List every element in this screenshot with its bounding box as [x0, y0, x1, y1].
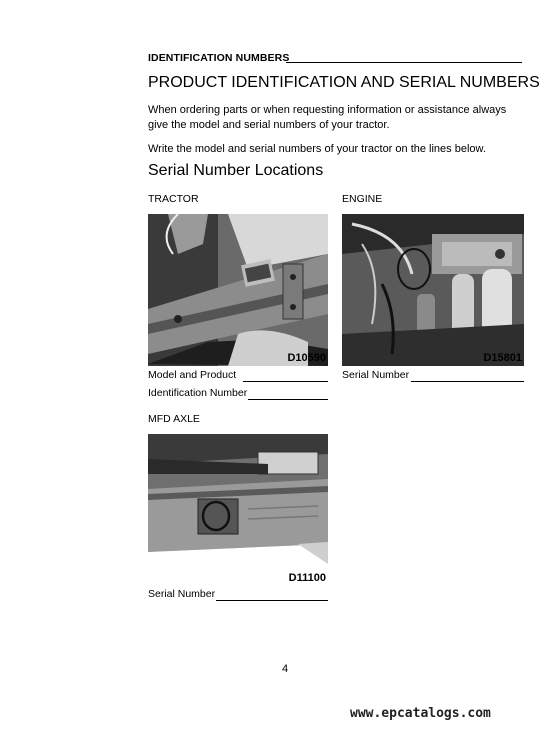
engine-photo	[342, 214, 524, 366]
axle-figure-id: D11100	[288, 572, 326, 584]
page-number: 4	[281, 663, 289, 675]
engine-figure-id: D15801	[483, 352, 522, 364]
axle-photo	[148, 434, 328, 586]
tractor-label: TRACTOR	[148, 193, 199, 205]
tractor-id-blank-line	[248, 399, 328, 400]
tractor-model-blank-line	[243, 381, 328, 382]
engine-field-label: Serial Number	[342, 369, 410, 381]
intro-paragraph-1: When ordering parts or when requesting information or assistance always give the model and serial numbers of your tractor.	[148, 104, 507, 131]
page-title: PRODUCT IDENTIFICATION AND SERIAL NUMBERS	[148, 74, 540, 91]
axle-label: MFD AXLE	[148, 413, 200, 425]
section-header: IDENTIFICATION NUMBERS	[148, 52, 290, 64]
tractor-field-label-line1: Model and Product	[148, 369, 237, 381]
engine-serial-blank-line	[411, 381, 524, 382]
tractor-field-label-line2: Identification Number	[148, 387, 248, 399]
serial-locations-heading: Serial Number Locations	[148, 162, 324, 179]
section-header-rule	[286, 62, 522, 63]
axle-serial-blank-line	[216, 600, 328, 601]
engine-label: ENGINE	[342, 193, 383, 205]
watermark: www.epcatalogs.com	[350, 706, 491, 721]
intro-paragraph-2: Write the model and serial numbers of your tractor on the lines below.	[148, 143, 486, 155]
tractor-figure-id: D10590	[287, 352, 326, 364]
axle-field-label: Serial Number	[148, 588, 216, 600]
tractor-photo	[148, 214, 328, 366]
